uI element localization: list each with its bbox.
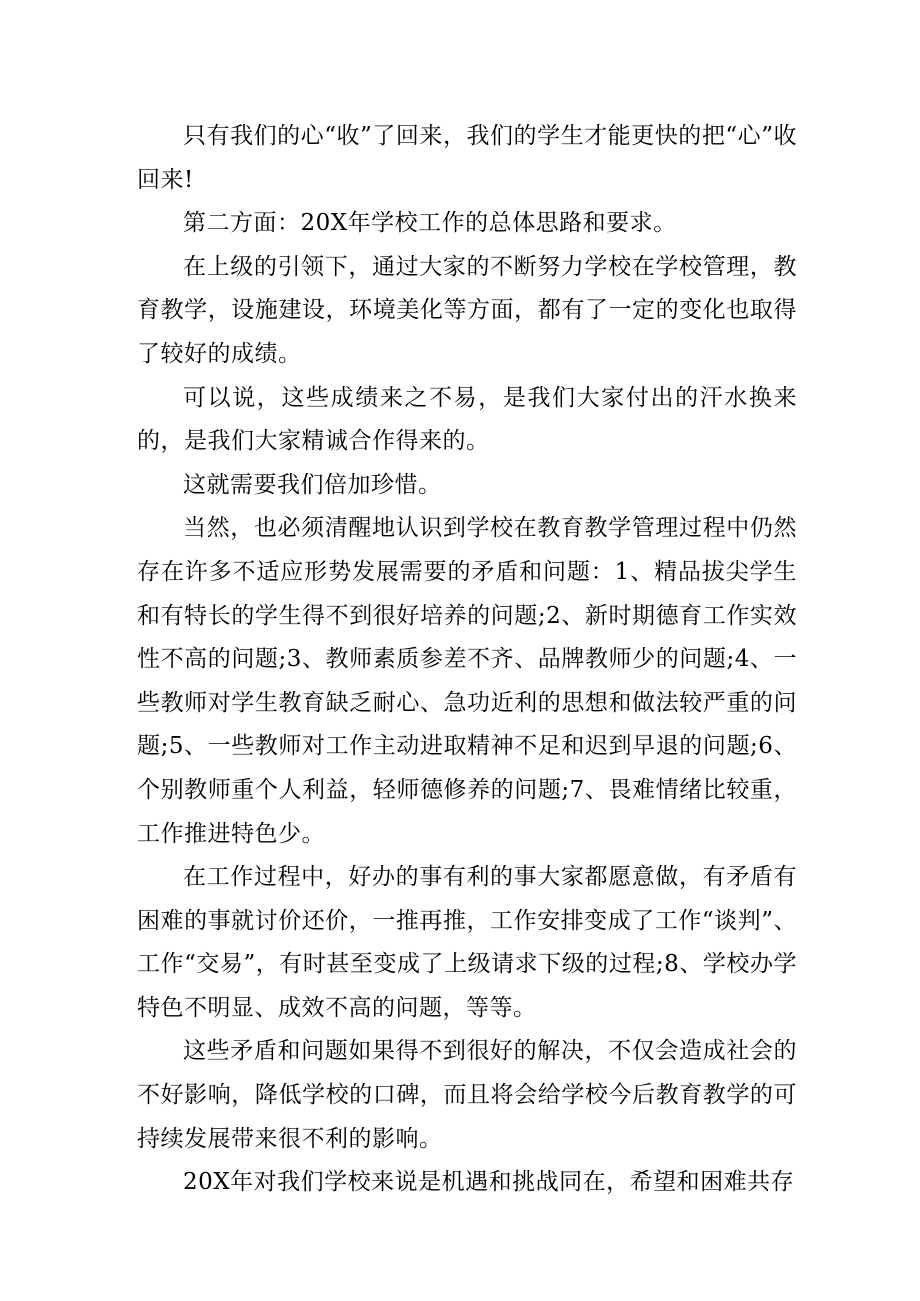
paragraph-achievements: 在上级的引领下，通过大家的不断努力学校在学校管理，教育教学，设施建设，环境美化等方面，都有了一定的变化也取得了较好的成绩。: [137, 253, 797, 367]
paragraph-section-two-heading: 第二方面：20X年学校工作的总体思路和要求。: [183, 210, 677, 237]
paragraph-heart-return: 只有我们的心“收”了回来，我们的学生才能更快的把“心”收回来!: [137, 123, 797, 193]
paragraph-consequences: 这些矛盾和问题如果得不到很好的解决，不仅会造成社会的不好影响，降低学校的口碑，而且将会给学校今后教育教学的可持续发展带来很不利的影响。: [137, 1038, 797, 1152]
paragraph-work-process: 在工作过程中，好办的事有利的事大家都愿意做，有矛盾有困难的事就讨价还价，一推再推，工作安排变成了工作“谈判”、工作“交易”，有时甚至变成了上级请求下级的过程;8、学校办学特色不明显、成效不高的问题，等等。: [137, 864, 797, 1021]
paragraph-opportunity: 20X年对我们学校来说是机遇和挑战同在，希望和困难共存: [183, 1169, 795, 1196]
paragraph-problems-list: 当然，也必须清醒地认识到学校在教育教学管理过程中仍然存在许多不适应形势发展需要的矛盾和问题：1、精品拔尖学生和有特长的学生得不到很好培养的问题;2、新时期德育工作实效性不高的问题;3、教师素质参差不齐、品牌教师少的问题;4、一些教师对学生教育缺乏耐心、急功近利的思想和做法较严重的问题;5、一些教师对工作主动进取精神不足和迟到早退的问题;6、个别教师重个人利益，轻师德修养的问题;7、畏难情绪比较重，工作推进特色少。: [137, 515, 797, 847]
paragraph-cherish: 这就需要我们倍加珍惜。: [183, 471, 442, 498]
document-body: [137, 115, 797, 1205]
paragraph-hard-won: 可以说，这些成绩来之不易，是我们大家付出的汗水换来的，是我们大家精诚合作得来的。: [137, 384, 797, 455]
